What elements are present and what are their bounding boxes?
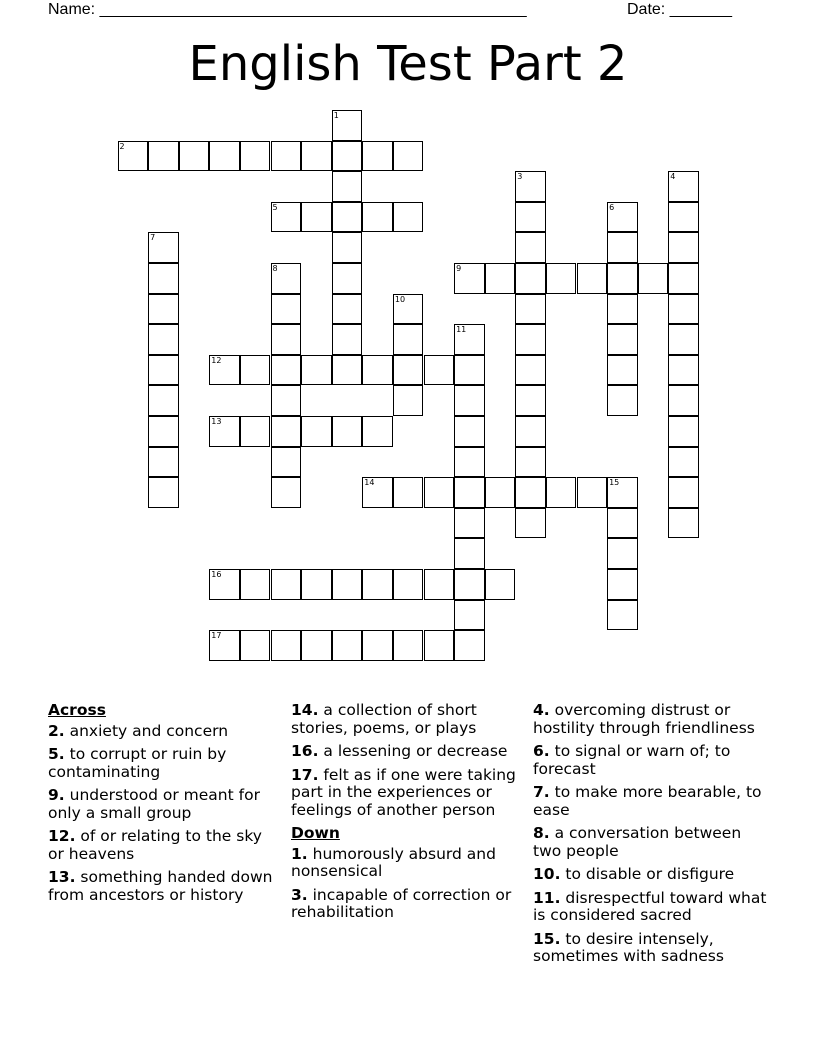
clue-across-16: 16. a lessening or decrease (291, 742, 508, 760)
crossword-cell[interactable] (118, 141, 149, 172)
crossword-cell[interactable] (424, 355, 455, 386)
crossword-cell[interactable] (668, 508, 699, 539)
crossword-cell[interactable] (271, 263, 302, 294)
crossword-cell[interactable] (271, 477, 302, 508)
crossword-cell[interactable] (515, 447, 546, 478)
crossword-cell[interactable] (668, 385, 699, 416)
crossword-cell[interactable] (209, 630, 240, 661)
crossword-cell[interactable] (577, 263, 608, 294)
crossword-cell[interactable] (148, 232, 179, 263)
crossword-cell[interactable] (515, 294, 546, 325)
crossword-cell[interactable] (301, 630, 332, 661)
clue-down-1: 1. humorously absurd and nonsensical (291, 844, 496, 880)
crossword-cell[interactable] (607, 477, 638, 508)
clue-number: 16 (211, 570, 222, 579)
crossword-cell[interactable] (362, 416, 393, 447)
clues-column-3 (533, 702, 773, 972)
crossword-cell[interactable] (515, 171, 546, 202)
crossword-cell[interactable] (332, 324, 363, 355)
crossword-cell[interactable] (454, 324, 485, 355)
crossword-cell[interactable] (271, 416, 302, 447)
crossword-cell[interactable] (515, 477, 546, 508)
crossword-cell[interactable] (301, 569, 332, 600)
crossword-cell[interactable] (485, 263, 516, 294)
clue-down-3: 3. incapable of correction or rehabilitation (291, 885, 512, 921)
crossword-cell[interactable] (209, 355, 240, 386)
crossword-cell[interactable] (485, 477, 516, 508)
crossword-cell[interactable] (515, 355, 546, 386)
crossword-cell[interactable] (607, 385, 638, 416)
crossword-cell[interactable] (362, 355, 393, 386)
clue-number: 9 (456, 264, 462, 273)
clue-number: 4 (670, 172, 676, 182)
clue-down-6: 6. to signal or warn of; to forecast (533, 742, 731, 778)
clue-down-8: 8. a conversation between two people (533, 824, 742, 860)
crossword-cell[interactable] (240, 630, 271, 661)
crossword-cell[interactable] (209, 416, 240, 447)
crossword-cell[interactable] (179, 141, 210, 172)
crossword-cell[interactable] (607, 355, 638, 386)
crossword-cell[interactable] (454, 447, 485, 478)
crossword-cell[interactable] (668, 447, 699, 478)
crossword-cell[interactable] (332, 416, 363, 447)
date-field[interactable]: Date: _______ (627, 1, 732, 18)
clue-down-4: 4. overcoming distrust or hostility through friendliness (533, 701, 755, 737)
crossword-cell[interactable] (240, 416, 271, 447)
crossword-cell[interactable] (393, 202, 424, 233)
clue-number: 13 (211, 417, 222, 426)
crossword-cell[interactable] (454, 355, 485, 386)
name-field[interactable]: Name: ________________________________________________ (48, 1, 527, 18)
crossword-cell[interactable] (332, 263, 363, 294)
crossword-cell[interactable] (607, 538, 638, 569)
clue-number: 3 (517, 172, 523, 182)
crossword-cell[interactable] (607, 324, 638, 355)
clue-number: 14 (364, 478, 375, 488)
crossword-cell[interactable] (668, 324, 699, 355)
crossword-cell[interactable] (271, 324, 302, 355)
clue-down-15: 15. to desire intensely, sometimes with sadness (533, 929, 724, 965)
crossword-cell[interactable] (393, 630, 424, 661)
crossword-cell[interactable] (240, 141, 271, 172)
crossword-cell[interactable] (362, 202, 393, 233)
crossword-cell[interactable] (668, 294, 699, 325)
crossword-cell[interactable] (148, 385, 179, 416)
crossword-cell[interactable] (209, 141, 240, 172)
crossword-cell[interactable] (546, 263, 577, 294)
crossword-cell[interactable] (332, 294, 363, 325)
crossword-cell[interactable] (332, 569, 363, 600)
crossword-cell[interactable] (271, 141, 302, 172)
clue-number: 2 (119, 141, 125, 151)
crossword-cell[interactable] (424, 569, 455, 600)
across-heading: Across (48, 701, 106, 719)
crossword-cell[interactable] (332, 202, 363, 233)
clue-across-17: 17. felt as if one were taking part in the experiences or feelings of another person (291, 765, 516, 819)
crossword-cell[interactable] (393, 294, 424, 325)
clue-number: 1 (333, 111, 339, 120)
crossword-cell[interactable] (271, 355, 302, 386)
clue-down-11: 11. disrespectful toward what is considered sacred (533, 888, 767, 924)
crossword-cell[interactable] (362, 477, 393, 508)
page-title: English Test Part 2 (188, 36, 628, 92)
clue-across-13: 13. something handed down from ancestors or history (48, 868, 273, 904)
crossword-cell[interactable] (668, 416, 699, 447)
clue-number: 11 (456, 325, 467, 335)
crossword-cell[interactable] (393, 355, 424, 386)
crossword-cell[interactable] (485, 569, 516, 600)
clue-number: 12 (211, 355, 222, 365)
crossword-cell[interactable] (301, 355, 332, 386)
crossword-cell[interactable] (271, 294, 302, 325)
crossword-cell[interactable] (332, 110, 363, 141)
crossword-cell[interactable] (607, 294, 638, 325)
crossword-cell[interactable] (148, 324, 179, 355)
crossword-cell[interactable] (393, 569, 424, 600)
clue-number: 15 (609, 478, 620, 488)
crossword-cell[interactable] (332, 630, 363, 661)
clue-across-14: 14. a collection of short stories, poems, or plays (291, 701, 477, 737)
clue-across-2: 2. anxiety and concern (48, 721, 229, 740)
crossword-cell[interactable] (668, 477, 699, 508)
crossword-cell[interactable] (301, 141, 332, 172)
crossword-cell[interactable] (332, 232, 363, 263)
crossword-cell[interactable] (332, 141, 363, 172)
crossword-cell[interactable] (271, 385, 302, 416)
crossword-cell[interactable] (668, 202, 699, 233)
crossword-cell[interactable] (515, 232, 546, 263)
crossword-cell[interactable] (515, 416, 546, 447)
crossword-cell[interactable] (271, 447, 302, 478)
crossword-cell[interactable] (301, 202, 332, 233)
crossword-cell[interactable] (607, 569, 638, 600)
crossword-cell[interactable] (454, 600, 485, 631)
down-heading: Down (291, 824, 340, 842)
crossword-cell[interactable] (515, 202, 546, 233)
crossword-cell[interactable] (332, 171, 363, 202)
clues-column-1 (48, 702, 280, 910)
crossword-cell[interactable] (454, 477, 485, 508)
crossword-cell[interactable] (393, 324, 424, 355)
crossword-cell[interactable] (454, 416, 485, 447)
clue-across-12: 12. of or relating to the sky or heavens (48, 827, 262, 863)
crossword-cell[interactable] (148, 416, 179, 447)
crossword-cell[interactable] (515, 385, 546, 416)
crossword-cell[interactable] (393, 477, 424, 508)
crossword-cell[interactable] (577, 477, 608, 508)
crossword-cell[interactable] (271, 202, 302, 233)
crossword-cell[interactable] (424, 630, 455, 661)
clue-number: 17 (211, 631, 222, 641)
crossword-cell[interactable] (209, 569, 240, 600)
crossword-cell[interactable] (271, 569, 302, 600)
crossword-cell[interactable] (454, 385, 485, 416)
crossword-cell[interactable] (668, 171, 699, 202)
crossword-cell[interactable] (607, 263, 638, 294)
clue-number: 10 (394, 294, 406, 304)
clue-number: 8 (272, 264, 278, 273)
crossword-cell[interactable] (607, 232, 638, 263)
clues-column-2 (291, 702, 523, 928)
crossword-cell[interactable] (515, 263, 546, 294)
clue-number: 6 (609, 202, 615, 212)
clue-across-5: 5. to corrupt or ruin by contaminating (48, 745, 227, 781)
crossword-cell[interactable] (607, 202, 638, 233)
crossword-cell[interactable] (546, 477, 577, 508)
crossword-cell[interactable] (148, 355, 179, 386)
crossword-cell[interactable] (668, 263, 699, 294)
crossword-cell[interactable] (607, 508, 638, 539)
crossword-cell[interactable] (454, 263, 485, 294)
clue-down-10: 10. to disable or disfigure (533, 865, 735, 883)
crossword-cell[interactable] (638, 263, 669, 294)
crossword-cell[interactable] (362, 141, 393, 172)
crossword-cell[interactable] (393, 141, 424, 172)
crossword-cell[interactable] (240, 355, 271, 386)
crossword-cell[interactable] (148, 294, 179, 325)
crossword-cell[interactable] (332, 355, 363, 386)
crossword-cell[interactable] (240, 569, 271, 600)
clue-down-7: 7. to make more bearable, to ease (533, 783, 762, 819)
crossword-cell[interactable] (148, 447, 179, 478)
clue-number: 5 (272, 202, 278, 212)
crossword-cell[interactable] (148, 141, 179, 172)
crossword-cell[interactable] (424, 477, 455, 508)
crossword-cell[interactable] (148, 263, 179, 294)
clue-number: 7 (150, 233, 156, 243)
crossword-cell[interactable] (362, 630, 393, 661)
crossword-cell[interactable] (515, 508, 546, 539)
crossword-cell[interactable] (607, 600, 638, 631)
crossword-cell[interactable] (362, 569, 393, 600)
crossword-cell[interactable] (454, 538, 485, 569)
crossword-cell[interactable] (301, 416, 332, 447)
crossword-cell[interactable] (148, 477, 179, 508)
crossword-cell[interactable] (668, 232, 699, 263)
crossword-cell[interactable] (454, 630, 485, 661)
crossword-cell[interactable] (271, 630, 302, 661)
crossword-cell[interactable] (668, 355, 699, 386)
crossword-cell[interactable] (515, 324, 546, 355)
crossword-cell[interactable] (454, 569, 485, 600)
clue-across-9: 9. understood or meant for only a small group (48, 786, 260, 822)
crossword-cell[interactable] (454, 508, 485, 539)
crossword-cell[interactable] (393, 385, 424, 416)
